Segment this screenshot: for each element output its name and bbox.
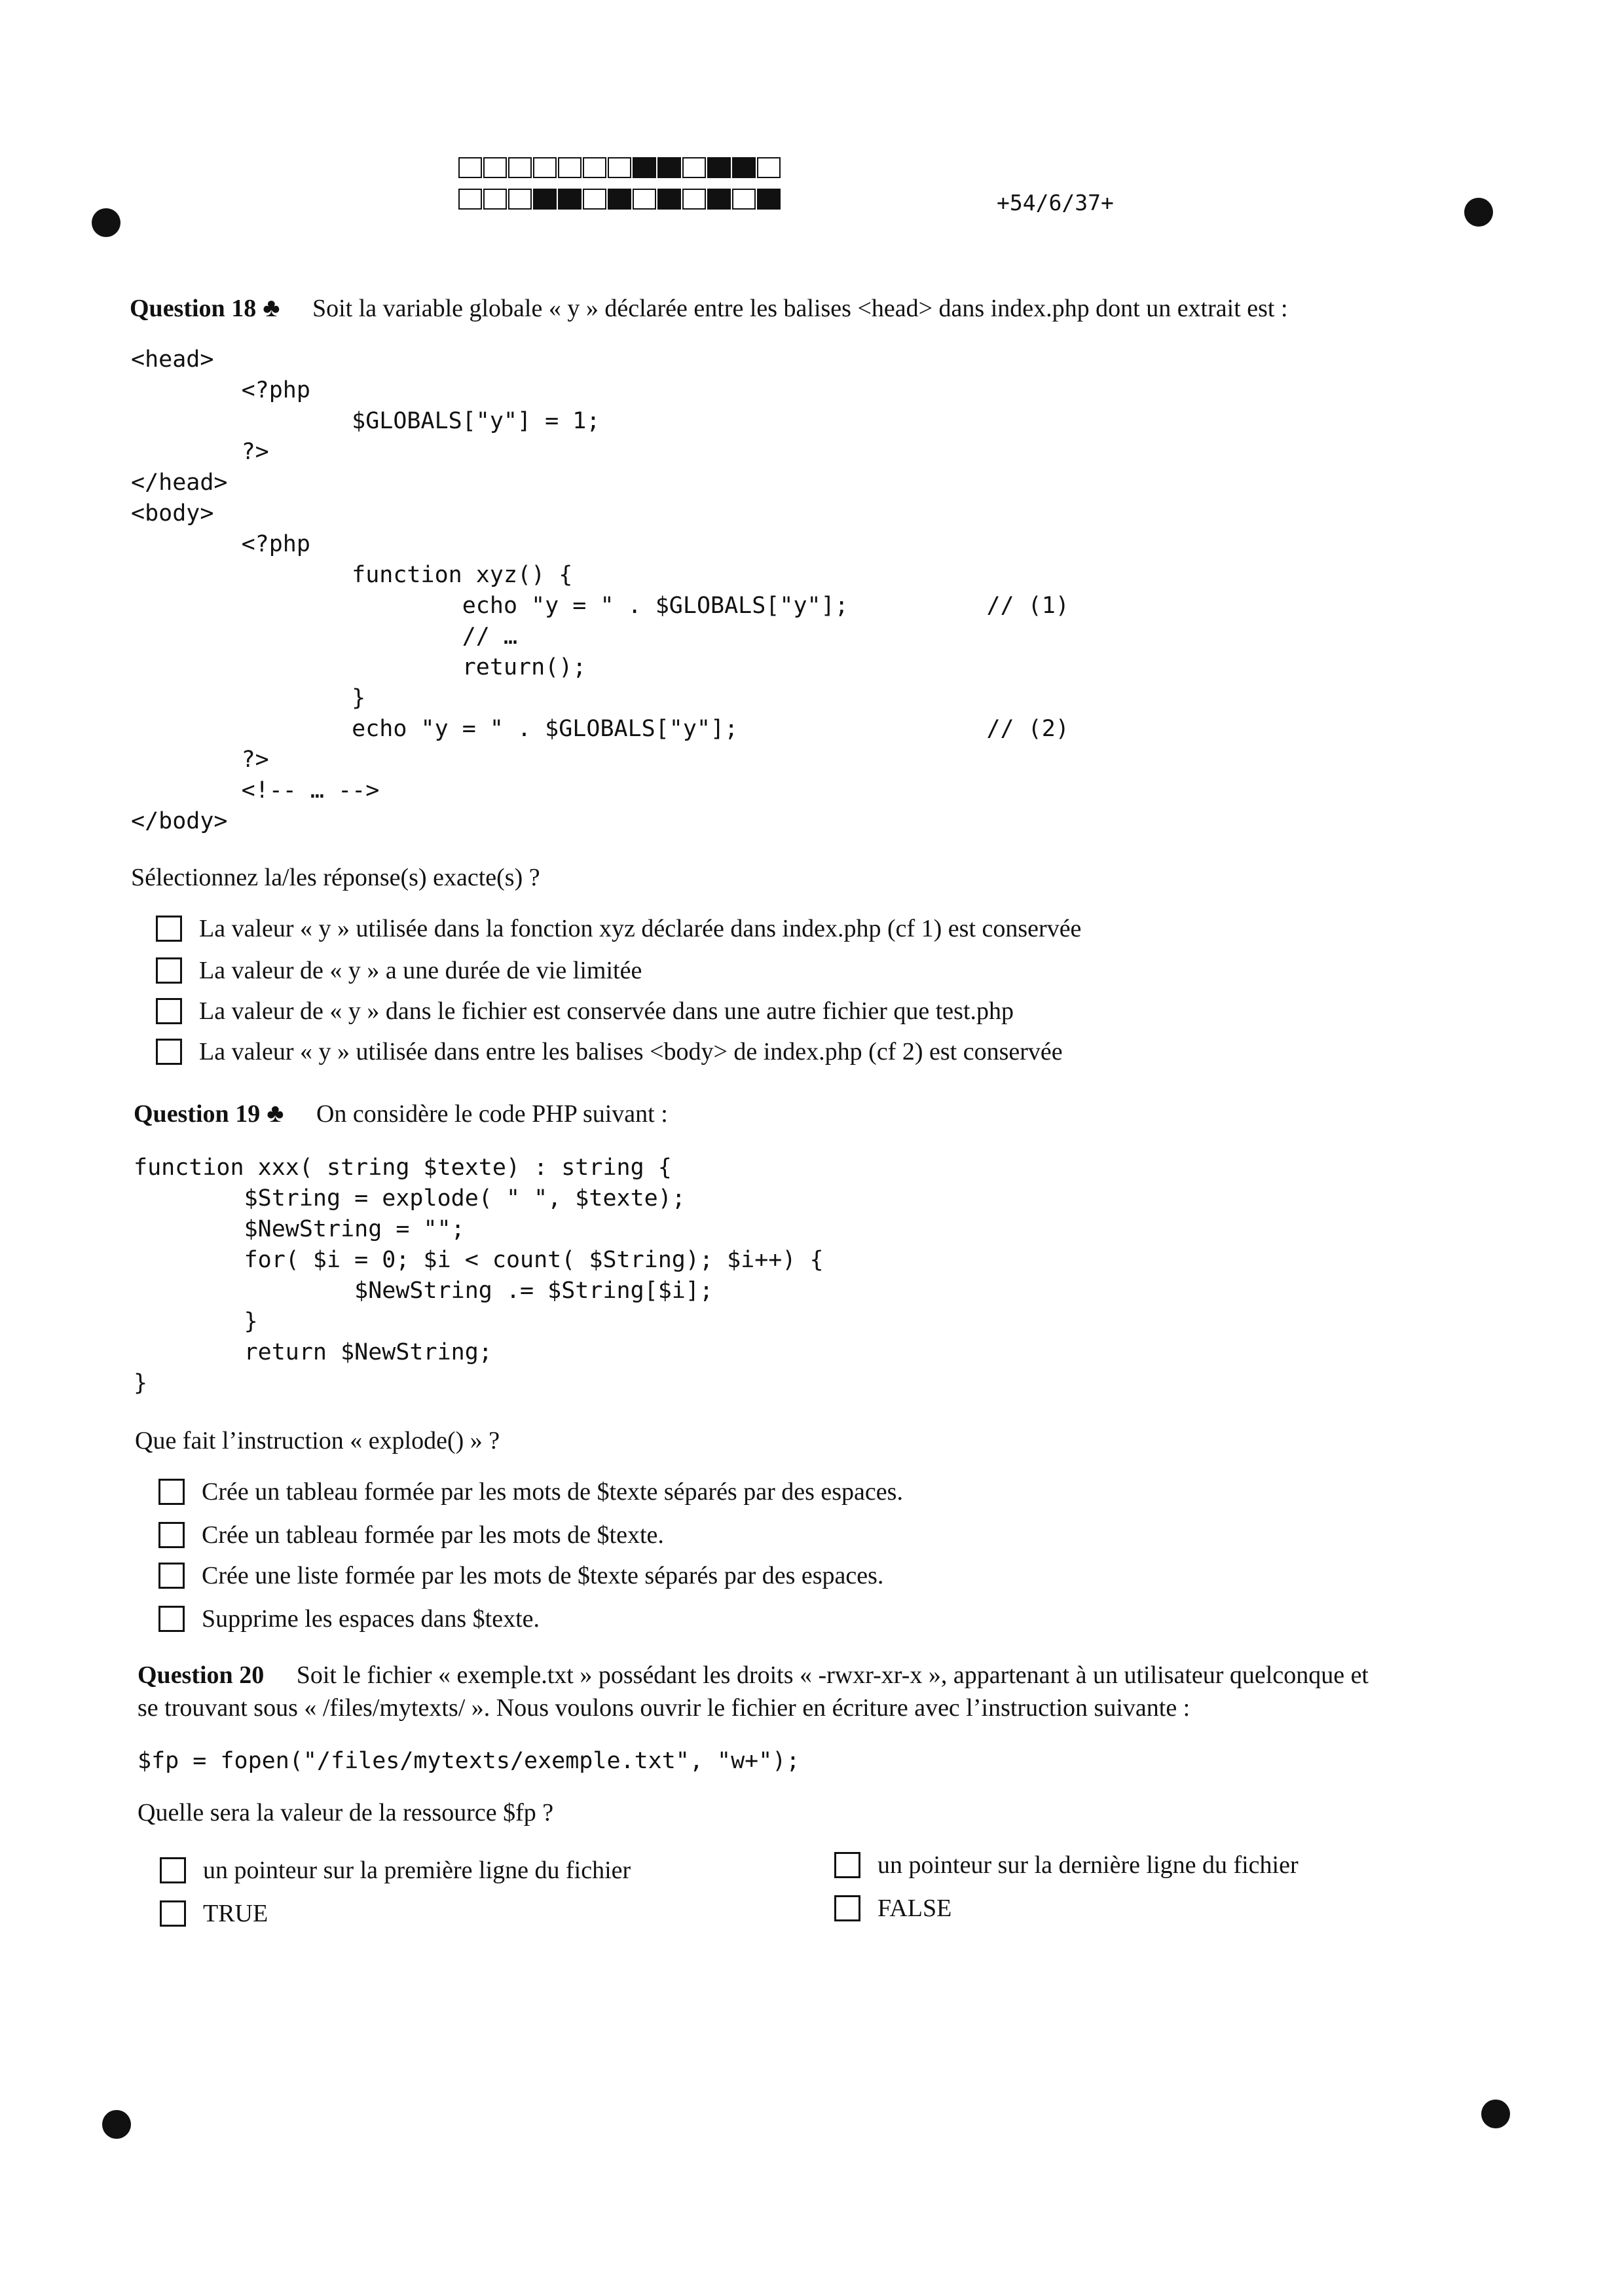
q18-option-2[interactable] [156, 956, 642, 985]
barcode-cell [583, 157, 606, 178]
registration-mark-top-left [92, 208, 120, 237]
q18-code-line: ?> [131, 747, 269, 773]
q18-code-line: </body> [131, 808, 228, 834]
barcode-cell [633, 157, 656, 178]
barcode-row-2 [458, 189, 782, 210]
q18-option-3[interactable] [156, 997, 1014, 1026]
question-20-code: $fp = fopen("/files/mytexts/exemple.txt", "w+"); [138, 1748, 800, 1774]
q19-code-line: for( $i = 0; $i < count( $String); $i++) { [134, 1247, 824, 1273]
registration-mark-top-right [1464, 198, 1493, 227]
barcode-cell [682, 157, 706, 178]
barcode-row-1 [458, 157, 782, 178]
question-18-text: Soit la variable globale « y » déclarée entre les balises <head> dans index.php dont un extrait est : [312, 295, 1288, 322]
barcode-cell [682, 189, 706, 210]
page-reference: +54/6/37+ [997, 190, 1114, 215]
question-19-label: Question 19 [134, 1100, 261, 1128]
barcode-cell [757, 189, 781, 210]
q19-option-1[interactable] [158, 1477, 903, 1506]
q19-code-line: } [134, 1308, 258, 1335]
q20-option-4[interactable] [834, 1894, 951, 1923]
barcode-cell [533, 189, 557, 210]
checkbox[interactable] [158, 1522, 185, 1548]
q19-code-line: } [134, 1370, 148, 1396]
barcode-cell [558, 189, 581, 210]
question-20-text-line-1: Soit le fichier « exemple.txt » possédant les droits « -rwxr-xr-x », appartenant à un utilisateur quelconque et [296, 1661, 1369, 1689]
option-label: un pointeur sur la dernière ligne du fichier [877, 1851, 1299, 1879]
checkbox[interactable] [156, 916, 182, 942]
q18-code-line: return(); [131, 654, 587, 680]
barcode-cell [707, 157, 731, 178]
barcode-cell [657, 189, 681, 210]
q18-code-line: ?> [131, 439, 269, 465]
barcode-cell [558, 157, 581, 178]
barcode-cell [533, 157, 557, 178]
q18-code-line: <head> [131, 346, 214, 373]
q18-code-line: <?php [131, 377, 310, 403]
q18-code-line: <!-- … --> [131, 777, 380, 804]
barcode-cell [508, 157, 532, 178]
club-icon: ♣ [263, 293, 280, 322]
q18-code-line: echo "y = " . $GLOBALS["y"]; // (1) [131, 593, 1069, 619]
barcode-cell [657, 157, 681, 178]
q19-code-line: function xxx( string $texte) : string { [134, 1155, 672, 1181]
barcode-cell [608, 189, 631, 210]
question-18-label: Question 18 [130, 295, 257, 322]
q18-code-line: // … [131, 623, 518, 650]
barcode-cell [633, 189, 656, 210]
barcode-cell [483, 157, 507, 178]
barcode-cell [757, 157, 781, 178]
q18-option-4[interactable] [156, 1037, 1063, 1066]
question-19-code [134, 1153, 824, 1399]
q19-option-3[interactable] [158, 1561, 883, 1590]
option-label: Crée un tableau formée par les mots de $texte séparés par des espaces. [202, 1478, 903, 1506]
barcode-cell [583, 189, 606, 210]
q20-option-3[interactable] [160, 1899, 268, 1928]
barcode-cell [732, 189, 756, 210]
option-label: FALSE [877, 1895, 952, 1922]
option-label: La valeur « y » utilisée dans entre les balises <body> de index.php (cf 2) est conservée [199, 1038, 1063, 1065]
checkbox[interactable] [160, 1857, 186, 1883]
question-20-label: Question 20 [138, 1661, 265, 1689]
checkbox[interactable] [156, 957, 182, 984]
q19-code-line: return $NewString; [134, 1339, 492, 1365]
option-label: un pointeur sur la première ligne du fichier [203, 1857, 631, 1884]
q18-code-line: } [131, 685, 366, 711]
question-18-code [131, 344, 1069, 837]
option-label: La valeur de « y » a une durée de vie limitée [199, 957, 642, 984]
q20-option-2[interactable] [834, 1851, 1299, 1879]
question-19-header [134, 1098, 668, 1128]
barcode-cell [458, 157, 482, 178]
option-label: Crée une liste formée par les mots de $texte séparés par des espaces. [202, 1562, 884, 1589]
question-18-header [130, 292, 1288, 323]
question-19-prompt: Que fait l’instruction « explode() » ? [135, 1427, 500, 1454]
q18-code-line: $GLOBALS["y"] = 1; [131, 408, 600, 434]
option-label: TRUE [203, 1900, 268, 1927]
option-label: La valeur de « y » dans le fichier est conservée dans une autre fichier que test.php [199, 997, 1014, 1025]
q19-option-4[interactable] [158, 1604, 540, 1633]
checkbox[interactable] [156, 998, 182, 1024]
q19-option-2[interactable] [158, 1521, 664, 1549]
checkbox[interactable] [160, 1900, 186, 1927]
question-20-header [138, 1661, 1369, 1690]
club-icon: ♣ [267, 1098, 284, 1128]
question-20-text-line-2: se trouvant sous « /files/mytexts/ ». Nous voulons ouvrir le fichier en écriture avec l’instruction suivante : [138, 1694, 1190, 1722]
q19-code-line: $NewString = ""; [134, 1216, 465, 1242]
q19-code-line: $String = explode( " ", $texte); [134, 1185, 686, 1212]
q18-code-line: echo "y = " . $GLOBALS["y"]; // (2) [131, 716, 1069, 742]
registration-mark-bottom-right [1481, 2100, 1510, 2128]
checkbox[interactable] [834, 1895, 860, 1921]
checkbox[interactable] [834, 1852, 860, 1878]
q18-code-line: function xyz() { [131, 562, 573, 588]
q20-option-1[interactable] [160, 1856, 631, 1885]
question-18-prompt: Sélectionnez la/les réponse(s) exacte(s) ? [131, 864, 540, 891]
q18-code-line: <body> [131, 500, 214, 527]
question-20-prompt: Quelle sera la valeur de la ressource $fp ? [138, 1799, 554, 1826]
option-label: Crée un tableau formée par les mots de $texte. [202, 1521, 664, 1549]
barcode-cell [707, 189, 731, 210]
q18-code-line: </head> [131, 470, 228, 496]
option-label: Supprime les espaces dans $texte. [202, 1605, 540, 1633]
barcode-cell [458, 189, 482, 210]
barcode-cell [732, 157, 756, 178]
barcode-cell [608, 157, 631, 178]
question-19-text: On considère le code PHP suivant : [316, 1100, 668, 1128]
q19-code-line: $NewString .= $String[$i]; [134, 1278, 714, 1304]
registration-mark-bottom-left [102, 2110, 131, 2139]
checkbox[interactable] [158, 1606, 185, 1632]
checkbox[interactable] [158, 1563, 185, 1589]
q18-code-line: <?php [131, 531, 310, 557]
q18-option-1[interactable] [156, 914, 1081, 943]
option-label: La valeur « y » utilisée dans la fonction xyz déclarée dans index.php (cf 1) est conservée [199, 915, 1082, 942]
checkbox[interactable] [158, 1479, 185, 1505]
barcode-cell [508, 189, 532, 210]
checkbox[interactable] [156, 1039, 182, 1065]
barcode-cell [483, 189, 507, 210]
